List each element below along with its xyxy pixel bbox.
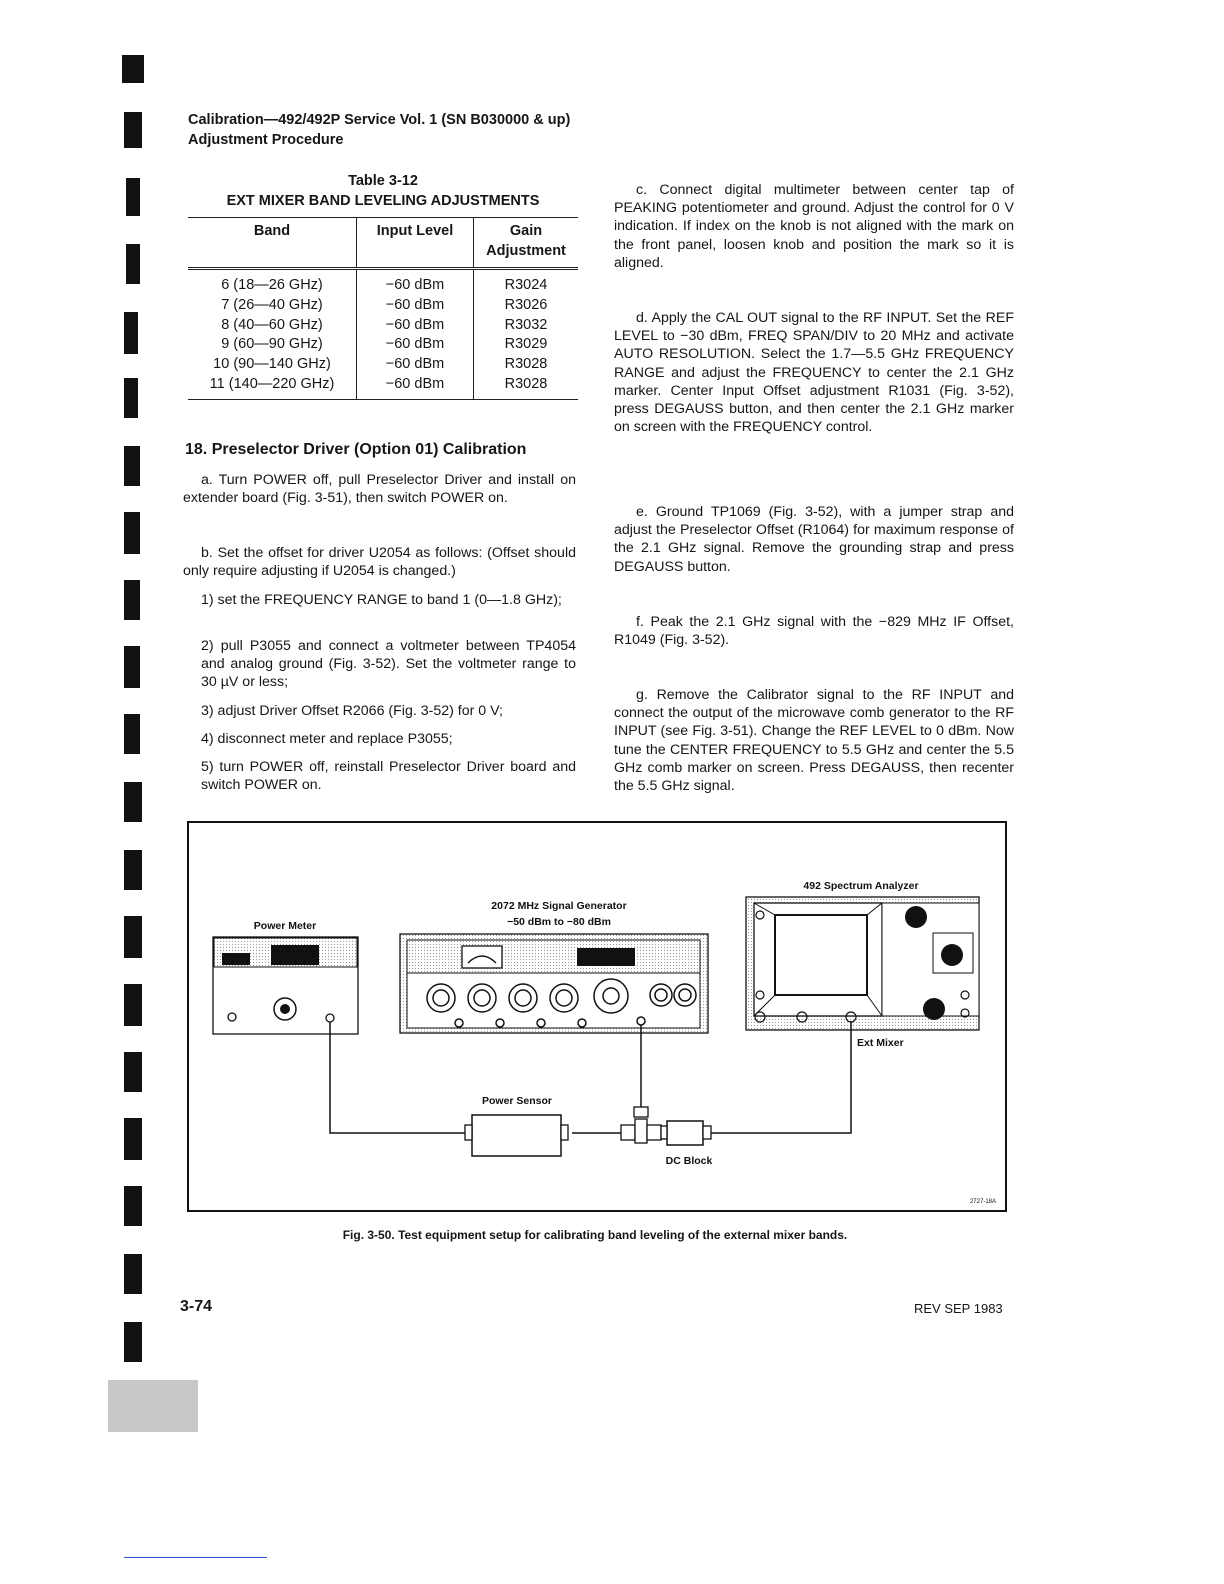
power-meter bbox=[213, 920, 358, 1034]
cell-gain: R3032 bbox=[504, 316, 548, 333]
step-e: e. Ground TP1069 (Fig. 3-52), with a jumper strap and adjust the Preselector Offset (R1064) for maximum response of the 2.1 GHz signal. Remove the grounding strap and press DEGAUSS button. bbox=[614, 504, 1014, 575]
label-ext-mixer: Ext Mixer bbox=[857, 1037, 904, 1049]
col-input-level: Input Level bbox=[357, 218, 474, 269]
substep-4: 4) disconnect meter and replace P3055; bbox=[201, 731, 453, 747]
label-power-meter: Power Meter bbox=[253, 920, 317, 932]
col-gain-adjustment bbox=[474, 218, 579, 269]
cables bbox=[330, 1021, 851, 1133]
substep-5: 5) turn POWER off, reinstall Preselector Driver board and switch POWER on. bbox=[201, 759, 576, 794]
label-dc-block: DC Block bbox=[665, 1155, 713, 1167]
substep-1: 1) set the FREQUENCY RANGE to band 1 (0—1.8 GHz); bbox=[201, 592, 562, 608]
leveling-table bbox=[188, 217, 578, 400]
revision-date: REV SEP 1983 bbox=[914, 1301, 1003, 1316]
table-caption-title: EXT MIXER BAND LEVELING ADJUSTMENTS bbox=[226, 193, 540, 209]
step-g: g. Remove the Calibrator signal to the RF INPUT and connect the output of the microwave comb generator to the RF INPUT (see Fig. 3-51). Change the REF LEVEL to 0 dBm. Now tune the CENTER FREQUENCY to 5.5 GHz and center the 5.5 GHz comb marker on screen. Press DEGAUSS, then recenter the 5.5 GHz signal. bbox=[614, 687, 1014, 795]
table-caption-number: Table 3-12 bbox=[348, 173, 418, 189]
label-analyzer: 492 Spectrum Analyzer bbox=[803, 880, 919, 892]
cell-gain: R3028 bbox=[474, 375, 579, 399]
step-a: a. Turn POWER off, pull Preselector Driver and install on extender board (Fig. 3-51), then switch POWER on. bbox=[183, 472, 576, 507]
step-b: b. Set the offset for driver U2054 as follows: (Offset should only require adjusting if U2054 is changed.) bbox=[183, 545, 576, 580]
step-c: c. Connect digital multimeter between center tap of PEAKING potentiometer and ground. Adjust the control for 0 V indication. If index on the knob is not aligned with the mark on the front panel, loosen knob and position the mark so it is aligned. bbox=[614, 182, 1014, 271]
cell-band: 9 (60—90 GHz) bbox=[188, 335, 357, 355]
table-row bbox=[188, 375, 578, 399]
power-sensor bbox=[465, 1095, 568, 1156]
cell-gain: R3028 bbox=[504, 356, 548, 373]
table-row bbox=[188, 296, 578, 316]
header-subtitle: Adjustment Procedure bbox=[188, 132, 344, 148]
step-f: f. Peak the 2.1 GHz signal with the −829 MHz IF Offset, R1049 (Fig. 3-52). bbox=[614, 614, 1014, 649]
table-header-row bbox=[188, 218, 578, 269]
label-power-sensor: Power Sensor bbox=[481, 1095, 553, 1107]
col-band: Band bbox=[188, 218, 357, 269]
spectrum-analyzer bbox=[746, 880, 979, 1030]
dc-block bbox=[661, 1121, 712, 1167]
cell-level: −60 dBm bbox=[357, 316, 474, 336]
page-number: 3-74 bbox=[180, 1298, 213, 1315]
table-row bbox=[188, 269, 578, 296]
cell-band: 8 (40—60 GHz) bbox=[188, 316, 357, 336]
col-gain-adjustment-label: Gain Adjustment bbox=[486, 223, 566, 259]
section-title: 18. Preselector Driver (Option 01) Calibration bbox=[185, 441, 527, 458]
cell-band: 11 (140—220 GHz) bbox=[188, 375, 357, 399]
cell-level: −60 dBm bbox=[357, 375, 474, 399]
analyzer-screen bbox=[775, 915, 867, 995]
step-d: d. Apply the CAL OUT signal to the RF INPUT. Set the REF LEVEL to −30 dBm, FREQ SPAN/DIV to 20 MHz and activate AUTO RESOLUTION. Select the 1.7—5.5 GHz FREQUENCY RANGE and adjust the FREQUENCY to center the 2.1 GHz marker. Center Input Offset adjustment R1031 (Fig. 3-52), press DEGAUSS button, and then center the 2.1 GHz marker on screen with the FREQUENCY control. bbox=[614, 310, 1014, 436]
figure-drawing bbox=[189, 823, 1005, 1210]
table-row bbox=[188, 335, 578, 355]
cell-gain: R3029 bbox=[504, 336, 548, 353]
label-generator-2: −50 dBm to −80 dBm bbox=[507, 916, 611, 928]
label-generator-1: 2072 MHz Signal Generator bbox=[491, 900, 627, 912]
cell-level: −60 dBm bbox=[357, 296, 474, 316]
table-row bbox=[188, 316, 578, 336]
bottom-rule bbox=[124, 1557, 267, 1558]
header-title: Calibration—492/492P Service Vol. 1 (SN B030000 & up) bbox=[188, 112, 571, 128]
cell-gain: R3024 bbox=[504, 277, 548, 293]
label-figure-code: 2727-18A bbox=[969, 1199, 996, 1205]
cell-gain: R3026 bbox=[504, 296, 548, 313]
generator-meter-icon bbox=[462, 946, 502, 968]
running-header bbox=[188, 110, 570, 150]
cell-band: 10 (90—140 GHz) bbox=[188, 355, 357, 375]
table-row bbox=[188, 355, 578, 375]
figure-caption: Fig. 3-50. Test equipment setup for calibrating band leveling of the external mixer bands. bbox=[342, 1228, 848, 1242]
cell-level: −60 dBm bbox=[357, 355, 474, 375]
figure-test-setup bbox=[187, 821, 1007, 1212]
substep-3: 3) adjust Driver Offset R2066 (Fig. 3-52) for 0 V; bbox=[201, 703, 503, 719]
tee-connector bbox=[621, 1107, 661, 1143]
cell-level: −60 dBm bbox=[357, 335, 474, 355]
substep-2: 2) pull P3055 and connect a voltmeter between TP4054 and analog ground (Fig. 3-52). Set the voltmeter range to 30 µV or less; bbox=[201, 638, 576, 691]
cell-band: 7 (26—40 GHz) bbox=[188, 296, 357, 316]
cell-level: −60 dBm bbox=[357, 269, 474, 296]
signal-generator bbox=[400, 900, 708, 1033]
cell-band: 6 (18—26 GHz) bbox=[188, 269, 357, 296]
